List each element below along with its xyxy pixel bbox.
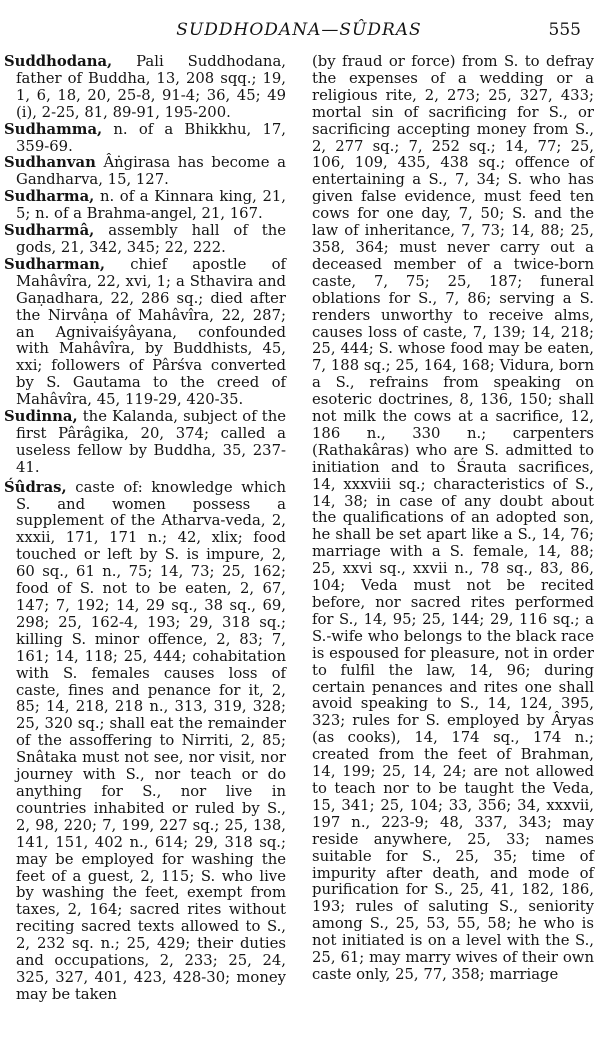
entry-suddhodana bbox=[4, 53, 286, 122]
entry-headword: Śûdras, bbox=[4, 478, 67, 496]
page-header bbox=[0, 20, 598, 44]
entry-text: assembly hall of the gods, 21, 342, 345; 22, 222. bbox=[16, 222, 286, 256]
entry-text: caste of: knowledge which S. and women possess a supplement of the Atharva-veda, 2, xxxii, 171, 171 n.; 42, xlix; food touched or left by S. is impure, 2, 60 sq., 61 n., 75; 14, 73; 25, 162; food of S. not to be eaten, 2, 67, 147; 7, 192; 14, 29 sq., 38 sq., 69, 298; 25, 162-4, 193; 29, 318 sq.; killing S. minor offence, 2, 83; 7, 161; 14, 118; 25, 444; cohabitation with S. females causes loss of caste, fines and penance for it, 2, 85; 14, 218, 218 n., 313, 319, 328; 25, 320 sq.; shall eat the remainder of the assoffering to Nirriti, 2, 85; Snâtaka must not see, nor visit, nor journey with S., nor teach or do anything for S., nor live in countries inhabited or ruled by S., 2, 98, 220; 7, 199, 227 sq.; 25, 138, 141, 151, 402 n., 614; 29, 318 sq.; may be employed for washing the feet of a guest, 2, 115; S. who live by washing the feet, exempt from taxes, 2, 164; sacred rites without reciting sacred texts allowed to S., 2, 232 sq. n.; 25, 429; their duties and occupations, 2, 233; 25, 24, 325, 327, 401, 423, 428-30; money may be taken bbox=[16, 478, 286, 1003]
entry-text: chief apostle of Mahâvîra, 22, xvi, 1; a Sthavira and Gaṇadhara, 22, 286 sq.; died after the Nirvâṇa of Mahâvîra, 22, 287; an Agnivaiśyâyana, confounded with Mahâvîra, by Buddhists, 45, xxi; followers of Pârśva converted by S. Gautama to the creed of Mahâvîra, 45, 119-29, 420-35. bbox=[16, 255, 286, 409]
entry-sudras bbox=[4, 478, 286, 1004]
entry-sudharma bbox=[4, 188, 286, 223]
entry-headword: Sudharman, bbox=[4, 255, 106, 273]
entry-text: n. of a Bhikkhu, 17, 359-69. bbox=[16, 120, 286, 155]
entry-sudras-continued: (by fraud or force) from S. to defray the expenses of a wedding or a religious rite, 2, 273; 25, 327, 433; mortal sin of sacrificing for S., or sacrificing accepting money from S., 2, 277 sq.; 7, 252 sq.; 14, 77; 25, 106, 109, 435, 438 sq.; offence of entertaining a S., 7, 34; S. who has given false evidence, must feed ten cows for one day, 7, 50; S. and the law of inheritance, 7, 73; 14, 88; 25, 358, 364; must never carry out a deceased member of a twice-born caste, 7, 75; 25, 187; funeral oblations for S., 7, 86; serving a S. renders unworthy to receive alms, causes loss of caste, 7, 139; 14, 218; 25, 444; S. whose food may be eaten, 7, 188 sq.; 25, 164, 168; Vidura, born a S., refrains from speaking on esoteric doctrines, 8, 136, 150; shall not milk the cows at a sacrifice, 12, 186 n., 330 n.; carpenters (Rathakâras) who are S. admitted to initiation and to Śrauta sacrifices, 14, xxxviii sq.; characteristics of S., 14, 38; in case of any doubt about the qualifications of an adopted son, he shall be set apart like a S., 14, 76; marriage with a S. female, 14, 88; 25, xxvi sq., xxvii n., 78 sq., 83, 86, 104; Veda must not be recited before, nor sacred rites performed for S., 14, 95; 25, 144; 29, 116 sq.; a S.-wife who belongs to the black race is espoused for pleasure, not in order to fulfil the law, 14, 96; during certain penances and rites one shall avoid speaking to S., 14, 124, 395, 323; rules for S. employed by Âryas (as cooks), 14, 174 sq., 174 n.; created from the feet of Brahman, 14, 199; 25, 14, 24; are not allowed to teach nor to be taught the Veda, 15, 341; 25, 104; 33, 356; 34, xxxvii, 197 n., 223-9; 48, 337, 343; may reside anywhere, 25, 33; names suitable for S., 25, 35; time of impurity after death, and mode of purification for S., 25, 41, 182, 186, 193; rules of saluting S., seniority among S., 25, 53, 55, 58; he who is not initiated is on a level with the S., 25, 61; may marry wives of their own caste only, 25, 77, 358; marriage bbox=[312, 53, 594, 983]
left-column bbox=[4, 54, 286, 1004]
running-head: SUDDHODANA—SÛDRAS bbox=[176, 20, 422, 40]
entry-sudhamma bbox=[4, 120, 286, 156]
entry-sudhanvan bbox=[4, 154, 286, 189]
right-column bbox=[312, 54, 594, 984]
entry-sudinna bbox=[4, 408, 286, 477]
entry-sudharmaa bbox=[4, 222, 286, 257]
entry-headword: Sudhanvan bbox=[4, 154, 96, 172]
entry-headword: Sudhamma, bbox=[4, 120, 103, 138]
entry-sudharman bbox=[4, 255, 286, 409]
entry-headword: Sudharma, bbox=[4, 188, 95, 206]
entry-headword: Sudharmâ, bbox=[4, 222, 95, 240]
entry-text: the Kalanda, subject of the first Pârâgika, 20, 374; called a useless fellow by Buddha, 35, 237-41. bbox=[16, 408, 286, 476]
entry-text: Âṅgirasa has become a Gandharva, 15, 127. bbox=[16, 154, 286, 189]
entry-headword: Suddhodana, bbox=[4, 53, 113, 70]
entry-text: Pali Suddhodana, father of Buddha, 13, 208 sqq.; 19, 1, 6, 18, 20, 25-8, 91-4; 36, 45; 49 (i), 2-25, 81, 89-91, 195-200. bbox=[16, 53, 286, 121]
page-number: 555 bbox=[548, 20, 581, 40]
entry-headword: Sudinna, bbox=[4, 408, 78, 426]
entry-text: n. of a Kinnara king, 21, 5; n. of a Brahma-angel, 21, 167. bbox=[16, 188, 286, 223]
